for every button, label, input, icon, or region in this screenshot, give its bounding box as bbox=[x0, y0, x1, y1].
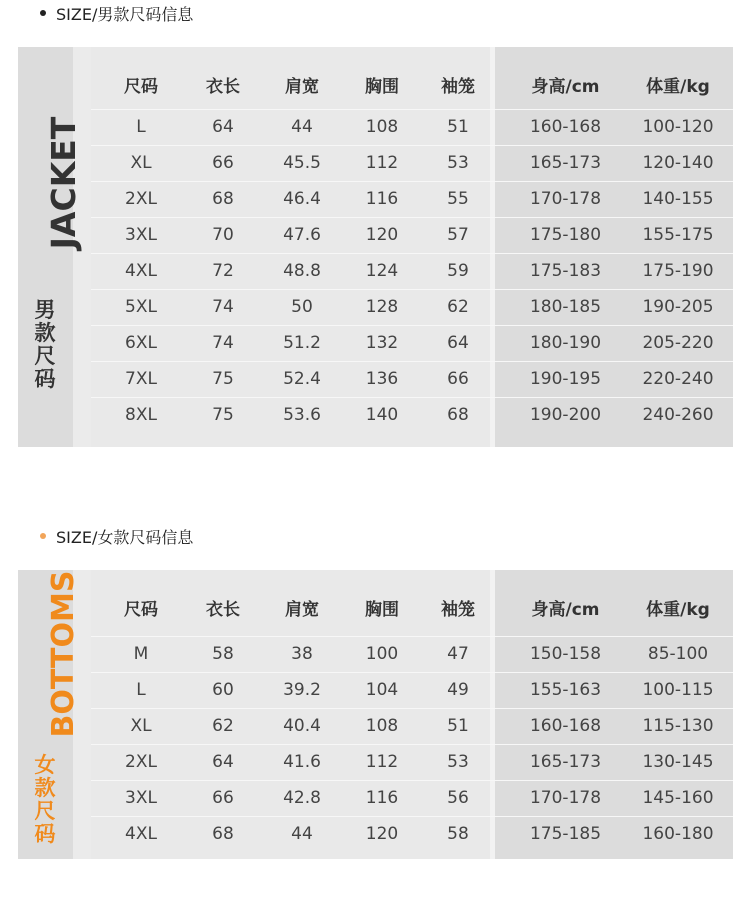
cell-armhole: 57 bbox=[447, 225, 469, 245]
table-row bbox=[91, 181, 733, 217]
cell-shoulder: 47.6 bbox=[283, 225, 321, 245]
cell-chest: 116 bbox=[365, 189, 399, 209]
header-weight: 体重/kg bbox=[646, 600, 710, 620]
cell-weight: 160-180 bbox=[642, 824, 714, 844]
cell-weight: 190-205 bbox=[642, 297, 714, 317]
cell-chest: 112 bbox=[365, 752, 399, 772]
cell-weight: 85-100 bbox=[647, 644, 709, 664]
header-armhole: 袖笼 bbox=[441, 600, 475, 620]
men-side-label: 男 款 尺 码 bbox=[34, 298, 56, 391]
cell-weight: 115-130 bbox=[642, 716, 714, 736]
cell-length: 72 bbox=[212, 261, 234, 281]
cell-weight: 205-220 bbox=[642, 333, 714, 353]
header-height: 身高/cm bbox=[531, 77, 600, 97]
cell-chest: 104 bbox=[365, 680, 399, 700]
table-row bbox=[91, 361, 733, 397]
bullet-dot-icon bbox=[40, 533, 46, 539]
table-row bbox=[91, 672, 733, 708]
header-shoulder: 肩宽 bbox=[285, 600, 319, 620]
table-row bbox=[91, 289, 733, 325]
header-size: 尺码 bbox=[124, 77, 158, 97]
cell-height: 180-185 bbox=[529, 297, 602, 317]
cell-size: 7XL bbox=[125, 369, 157, 389]
women-section-title: SIZE/女款尺码信息 bbox=[56, 527, 194, 547]
table-row bbox=[91, 217, 733, 253]
cell-length: 66 bbox=[212, 788, 234, 808]
cell-height: 160-168 bbox=[529, 117, 602, 137]
cell-length: 75 bbox=[212, 405, 234, 425]
men-section-title: SIZE/男款尺码信息 bbox=[56, 4, 194, 24]
cell-weight: 240-260 bbox=[642, 405, 714, 425]
cell-chest: 108 bbox=[365, 117, 399, 137]
cell-size: M bbox=[133, 644, 149, 664]
cell-height: 165-173 bbox=[529, 153, 602, 173]
cell-size: XL bbox=[130, 716, 152, 736]
cell-shoulder: 52.4 bbox=[283, 369, 321, 389]
cell-weight: 145-160 bbox=[642, 788, 714, 808]
cell-length: 64 bbox=[212, 752, 234, 772]
cell-armhole: 56 bbox=[447, 788, 469, 808]
table-row bbox=[91, 780, 733, 816]
header-chest: 胸围 bbox=[365, 600, 399, 620]
table-row bbox=[91, 325, 733, 361]
cell-shoulder: 39.2 bbox=[283, 680, 321, 700]
cell-weight: 100-115 bbox=[642, 680, 714, 700]
cell-shoulder: 40.4 bbox=[283, 716, 321, 736]
cell-length: 74 bbox=[212, 333, 234, 353]
cell-armhole: 51 bbox=[447, 716, 469, 736]
table-row bbox=[91, 253, 733, 289]
cell-armhole: 47 bbox=[447, 644, 469, 664]
cell-height: 170-178 bbox=[529, 788, 602, 808]
header-weight: 体重/kg bbox=[646, 77, 710, 97]
cell-height: 155-163 bbox=[529, 680, 602, 700]
cell-length: 68 bbox=[212, 824, 234, 844]
cell-shoulder: 44 bbox=[291, 117, 313, 137]
header-chest: 胸围 bbox=[365, 77, 399, 97]
table-row bbox=[91, 145, 733, 181]
cell-length: 74 bbox=[212, 297, 234, 317]
cell-chest: 120 bbox=[365, 824, 399, 844]
cell-size: L bbox=[136, 680, 146, 700]
cell-armhole: 59 bbox=[447, 261, 469, 281]
cell-chest: 132 bbox=[365, 333, 399, 353]
cell-height: 170-178 bbox=[529, 189, 602, 209]
cell-armhole: 64 bbox=[447, 333, 469, 353]
men-section-header bbox=[40, 0, 193, 26]
cell-length: 64 bbox=[212, 117, 234, 137]
table-row bbox=[91, 109, 733, 145]
cell-height: 190-195 bbox=[529, 369, 602, 389]
cell-length: 70 bbox=[212, 225, 234, 245]
cell-shoulder: 42.8 bbox=[283, 788, 321, 808]
cell-chest: 140 bbox=[365, 405, 399, 425]
cell-weight: 175-190 bbox=[642, 261, 714, 281]
cell-chest: 112 bbox=[365, 153, 399, 173]
cell-shoulder: 46.4 bbox=[283, 189, 321, 209]
cell-weight: 120-140 bbox=[642, 153, 714, 173]
cell-armhole: 51 bbox=[447, 117, 469, 137]
cell-size: 3XL bbox=[125, 788, 157, 808]
header-height: 身高/cm bbox=[531, 600, 600, 620]
women-section-header bbox=[40, 523, 193, 549]
cell-armhole: 49 bbox=[447, 680, 469, 700]
cell-armhole: 68 bbox=[447, 405, 469, 425]
cell-chest: 136 bbox=[365, 369, 399, 389]
table-row bbox=[91, 708, 733, 744]
cell-armhole: 53 bbox=[447, 153, 469, 173]
cell-size: 5XL bbox=[125, 297, 157, 317]
cell-size: XL bbox=[130, 153, 152, 173]
cell-size: 2XL bbox=[125, 752, 157, 772]
cell-weight: 220-240 bbox=[642, 369, 714, 389]
cell-size: 2XL bbox=[125, 189, 157, 209]
cell-height: 175-185 bbox=[529, 824, 602, 844]
cell-chest: 116 bbox=[365, 788, 399, 808]
cell-height: 175-183 bbox=[529, 261, 602, 281]
cell-weight: 100-120 bbox=[642, 117, 714, 137]
cell-height: 190-200 bbox=[529, 405, 602, 425]
header-size: 尺码 bbox=[124, 600, 158, 620]
men-size-table bbox=[18, 47, 733, 447]
cell-size: 8XL bbox=[125, 405, 157, 425]
cell-length: 60 bbox=[212, 680, 234, 700]
cell-length: 66 bbox=[212, 153, 234, 173]
cell-chest: 124 bbox=[365, 261, 399, 281]
cell-armhole: 58 bbox=[447, 824, 469, 844]
cell-size: L bbox=[136, 117, 146, 137]
cell-chest: 100 bbox=[365, 644, 399, 664]
cell-shoulder: 53.6 bbox=[283, 405, 321, 425]
women-side-word: BOTTOMS bbox=[46, 570, 81, 738]
cell-armhole: 55 bbox=[447, 189, 469, 209]
men-side-word: JACKET bbox=[44, 116, 83, 250]
cell-length: 62 bbox=[212, 716, 234, 736]
header-length: 衣长 bbox=[206, 77, 240, 97]
cell-shoulder: 51.2 bbox=[283, 333, 321, 353]
cell-shoulder: 48.8 bbox=[283, 261, 321, 281]
table-row bbox=[91, 636, 733, 672]
cell-size: 6XL bbox=[125, 333, 157, 353]
cell-shoulder: 44 bbox=[291, 824, 313, 844]
cell-length: 75 bbox=[212, 369, 234, 389]
cell-size: 3XL bbox=[125, 225, 157, 245]
cell-height: 175-180 bbox=[529, 225, 602, 245]
cell-weight: 155-175 bbox=[642, 225, 714, 245]
cell-weight: 130-145 bbox=[642, 752, 714, 772]
cell-chest: 108 bbox=[365, 716, 399, 736]
header-length: 衣长 bbox=[206, 600, 240, 620]
women-size-table bbox=[18, 570, 733, 859]
cell-length: 68 bbox=[212, 189, 234, 209]
cell-length: 58 bbox=[212, 644, 234, 664]
cell-height: 180-190 bbox=[529, 333, 602, 353]
cell-size: 4XL bbox=[125, 824, 157, 844]
cell-chest: 120 bbox=[365, 225, 399, 245]
cell-shoulder: 50 bbox=[291, 297, 313, 317]
women-header-row bbox=[91, 595, 733, 619]
cell-height: 160-168 bbox=[529, 716, 602, 736]
women-side-label: 女 款 尺 码 bbox=[34, 753, 56, 846]
cell-shoulder: 45.5 bbox=[283, 153, 321, 173]
cell-height: 165-173 bbox=[529, 752, 602, 772]
bullet-dot-icon bbox=[40, 10, 46, 16]
cell-weight: 140-155 bbox=[642, 189, 714, 209]
cell-armhole: 66 bbox=[447, 369, 469, 389]
men-header-row bbox=[91, 72, 733, 96]
cell-size: 4XL bbox=[125, 261, 157, 281]
cell-chest: 128 bbox=[365, 297, 399, 317]
cell-armhole: 53 bbox=[447, 752, 469, 772]
cell-height: 150-158 bbox=[529, 644, 602, 664]
table-row bbox=[91, 744, 733, 780]
table-row bbox=[91, 816, 733, 852]
header-armhole: 袖笼 bbox=[441, 77, 475, 97]
header-shoulder: 肩宽 bbox=[285, 77, 319, 97]
cell-shoulder: 38 bbox=[291, 644, 313, 664]
cell-armhole: 62 bbox=[447, 297, 469, 317]
cell-shoulder: 41.6 bbox=[283, 752, 321, 772]
table-row bbox=[91, 397, 733, 433]
